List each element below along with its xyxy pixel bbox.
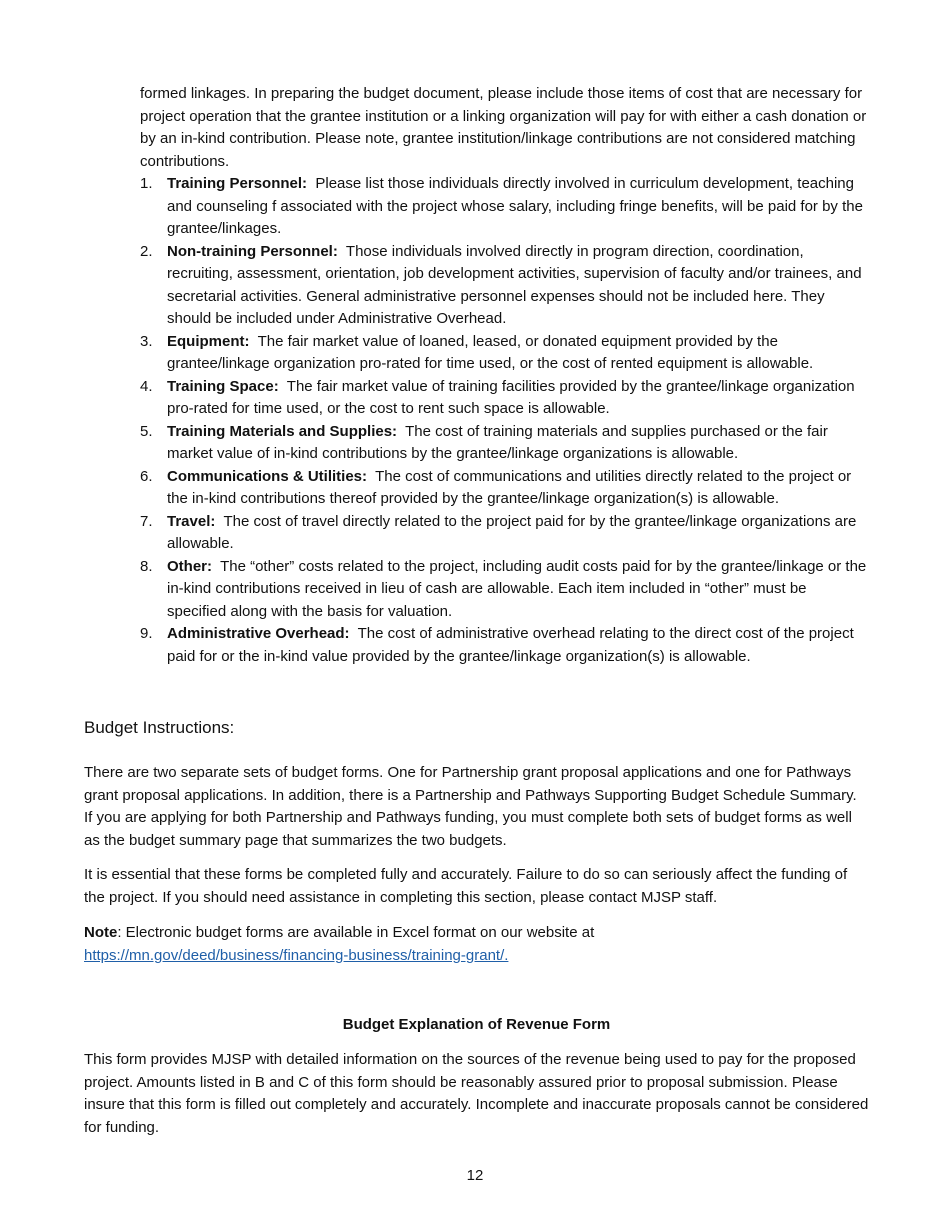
list-item (140, 556, 869, 624)
item-number: 9. (140, 625, 153, 642)
list-item (140, 421, 869, 466)
list-item (140, 173, 869, 241)
cost-items-list (140, 173, 869, 668)
item-label: Communications & Utilities: (167, 467, 368, 485)
item-label: Training Space: (167, 377, 279, 395)
item-text: Please list those individuals directly involved in curriculum development, teaching and counseling f associated with the project whose salary, including fringe benefits, will be paid for by the grantee/linkages. (167, 175, 863, 237)
item-number: 5. (140, 422, 153, 440)
item-label: Non-training Personnel: (167, 242, 338, 260)
item-text: The “other” costs related to the project, including audit costs paid for by the grantee/linkage or the in-kind contributions received in lieu of cash are allowable. Each item included in “other” must be specified along with the basis for valuation. (167, 557, 867, 620)
list-item (140, 241, 869, 331)
item-text: The fair market value of training facilities provided by the grantee/linkage organization pro-rated for time used, or the cost to rent such space is allowable. (167, 377, 855, 417)
note-text: : Electronic budget forms are available in Excel format on our website at (117, 924, 595, 941)
item-label: Training Materials and Supplies: (167, 422, 398, 440)
item-label: Equipment: (167, 332, 250, 350)
item-label: Travel: (167, 512, 216, 530)
item-text: The cost of travel directly related to the project paid for by the grantee/linkage organizations are allowable. (167, 512, 857, 552)
list-item (140, 466, 869, 511)
note-paragraph (84, 922, 869, 967)
item-number: 4. (140, 377, 153, 395)
item-number: 2. (140, 242, 153, 260)
training-grant-link[interactable]: https://mn.gov/deed/business/financing-business/training-grant/. (84, 946, 509, 964)
revenue-form-paragraph: This form provides MJSP with detailed information on the sources of the revenue being used to pay for the proposed project. Amounts listed in B and C of this form should be reasonably assured prior to proposal submission. Please insure that this form is filled out completely and accurately. Incomplete and inaccurate proposals cannot be considered for funding. (84, 1051, 869, 1136)
list-item (140, 623, 869, 668)
item-label: Training Personnel: (167, 175, 308, 192)
item-text: The cost of training materials and supplies purchased or the fair market value of in-kind contributions by the grantee/linkage organizations is allowable. (167, 422, 828, 462)
page-number: 12 (466, 1167, 484, 1184)
item-text: Those individuals involved directly in program direction, coordination, recruiting, assessment, orientation, job development activities, supervision of faculty and/or trainees, and secretarial activities. General administrative personnel expenses should not be included here. They should be included under Administrative Overhead. (167, 242, 862, 327)
list-item (140, 511, 869, 556)
intro-paragraph: formed linkages. In preparing the budget document, please include those items of cost that are necessary for project operation that the grantee institution or a linking organization will pay for with either a cash donation or by an in-kind contribution. Please note, grantee institution/linkage contributions are not considered matching contributions. (140, 85, 867, 170)
item-number: 7. (140, 512, 153, 530)
revenue-form-title: Budget Explanation of Revenue Form (342, 1016, 611, 1033)
budget-instructions-heading: Budget Instructions: (84, 718, 235, 737)
item-text: The cost of communications and utilities directly related to the project or the in-kind contributions thereof provided by the grantee/linkage organization(s) is allowable. (167, 467, 852, 507)
item-label: Administrative Overhead: (167, 625, 350, 642)
item-text: The fair market value of loaned, leased, or donated equipment provided by the grantee/linkage organization pro-rated for time used, or the cost of rented equipment is allowable. (167, 332, 814, 372)
item-number: 1. (140, 175, 153, 192)
item-number: 3. (140, 332, 153, 350)
item-number: 8. (140, 557, 153, 575)
item-label: Other: (167, 557, 212, 575)
item-number: 6. (140, 467, 153, 485)
budget-instructions-paragraph: There are two separate sets of budget forms. One for Partnership grant proposal applications and one for Pathways grant proposal applications. In addition, there is a Partnership and Pathways Supporting Budget Schedule Summary. If you are applying for both Partnership and Pathways funding, you must complete both sets of budget forms as well as the budget summary page that summarizes the two budgets. (84, 764, 857, 849)
note-label: Note (84, 924, 118, 941)
list-item (140, 376, 869, 421)
essential-paragraph: It is essential that these forms be completed fully and accurately. Failure to do so can seriously affect the funding of the project. If you should need assistance in completing this section, please contact MJSP staff. (84, 866, 848, 906)
list-item (140, 331, 869, 376)
item-text: The cost of administrative overhead relating to the direct cost of the project paid for or the in-kind value provided by the grantee/linkage organization(s) is allowable. (167, 625, 854, 665)
